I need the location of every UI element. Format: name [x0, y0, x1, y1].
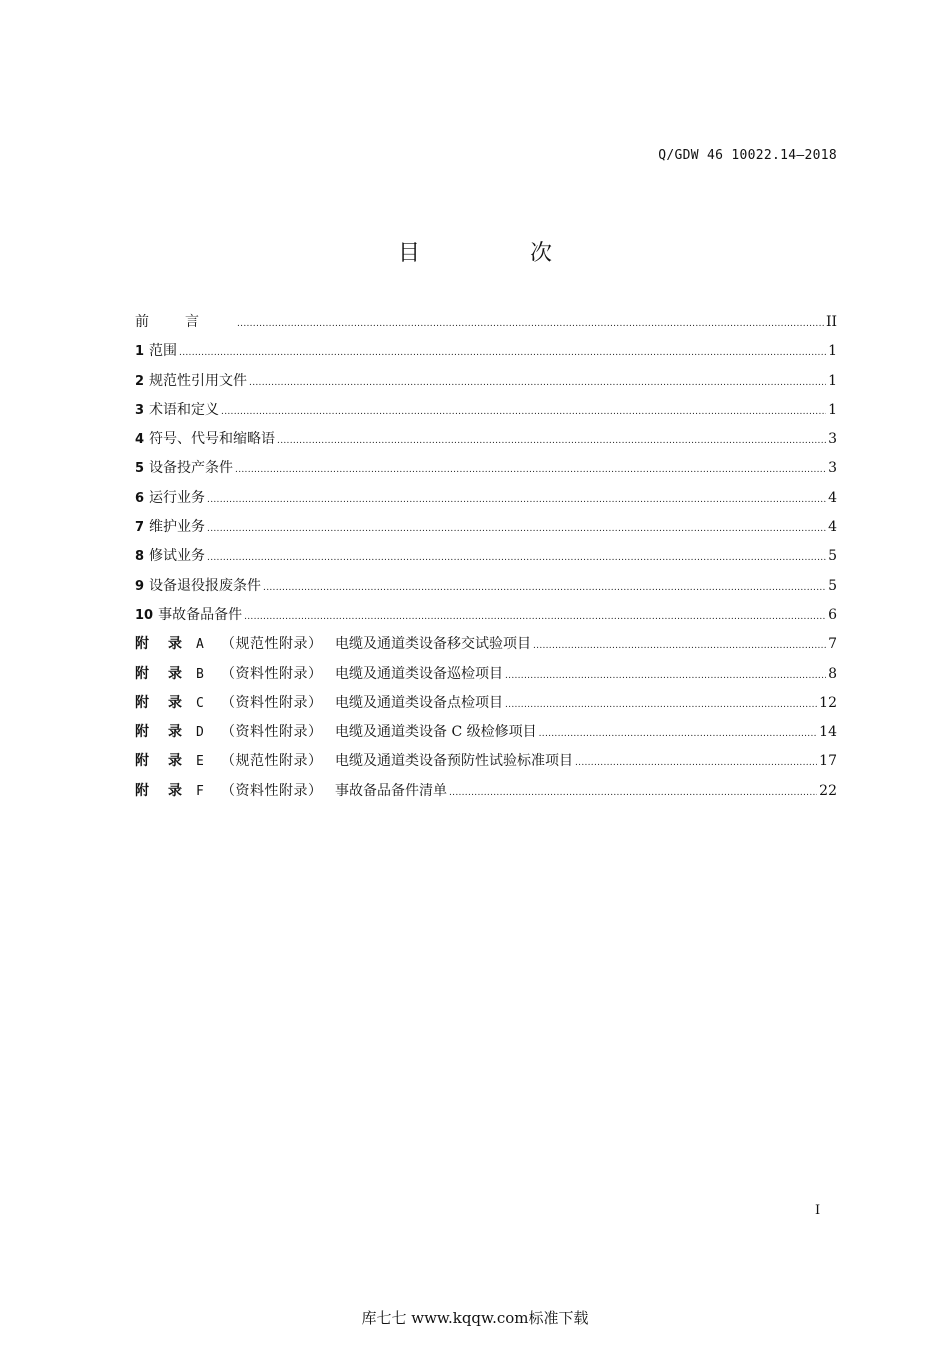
toc-title-text: 维护业务 — [149, 519, 206, 536]
appendix-letter: F — [196, 783, 204, 799]
toc-page: 1 — [828, 372, 837, 389]
toc-number: 9 — [135, 578, 145, 594]
toc-row-appendix-f[interactable] — [135, 777, 837, 806]
toc-row-9[interactable] — [135, 572, 837, 601]
appendix-word-1: 附 — [135, 694, 149, 711]
toc-title-text: 符号、代号和缩略语 — [149, 431, 276, 448]
dot-leader — [235, 454, 826, 483]
dot-leader — [207, 484, 826, 513]
appendix-type: （规范性附录） — [221, 753, 323, 770]
appendix-word-2: 录 — [168, 665, 182, 682]
dot-leader — [221, 396, 826, 425]
dot-leader — [207, 513, 826, 542]
appendix-word-2: 录 — [168, 753, 182, 770]
toc-page: 4 — [828, 489, 837, 506]
toc-page: 14 — [819, 724, 837, 741]
appendix-label — [135, 689, 221, 718]
toc-title-text: 规范性引用文件 — [149, 372, 248, 389]
toc-row-preface[interactable] — [135, 308, 837, 337]
dot-leader — [237, 308, 824, 337]
toc-row-appendix-c[interactable] — [135, 689, 837, 718]
dot-leader — [179, 337, 826, 366]
dot-leader — [277, 425, 826, 454]
toc-number: 7 — [135, 520, 145, 536]
page-number: I — [815, 1203, 821, 1218]
appendix-label — [135, 747, 221, 776]
toc-title-text: 设备退役报废条件 — [149, 577, 262, 594]
toc-number: 10 — [135, 607, 154, 623]
appendix-word-2: 录 — [168, 782, 182, 799]
toc-number: 6 — [135, 490, 145, 506]
toc-title: 目 次 — [397, 241, 596, 266]
toc-page: 4 — [828, 519, 837, 536]
dot-leader — [505, 689, 817, 718]
appendix-type: （资料性附录） — [221, 724, 323, 741]
toc-page: 22 — [819, 782, 837, 799]
toc-number: 1 — [135, 344, 145, 360]
appendix-label — [135, 660, 221, 689]
toc-page: 1 — [828, 343, 837, 360]
appendix-word-1: 附 — [135, 724, 149, 741]
appendix-label — [135, 630, 221, 659]
appendix-word-1: 附 — [135, 782, 149, 799]
appendix-label — [135, 777, 221, 806]
toc-page: 6 — [828, 606, 837, 623]
dot-leader — [207, 542, 826, 571]
toc-row-appendix-e[interactable] — [135, 747, 837, 776]
toc-title-text: 设备投产条件 — [149, 460, 234, 477]
dot-leader — [449, 777, 817, 806]
toc-title-text: 修试业务 — [149, 548, 206, 565]
toc-number: 3 — [135, 402, 145, 418]
toc-row-7[interactable] — [135, 513, 837, 542]
toc-page: 8 — [828, 665, 837, 682]
appendix-letter: A — [196, 637, 204, 653]
toc-page: 5 — [828, 577, 837, 594]
dot-leader — [249, 367, 826, 396]
appendix-type: （规范性附录） — [221, 636, 323, 653]
toc-row-8[interactable] — [135, 542, 837, 571]
standard-code: Q/GDW 46 10022.14—2018 — [658, 148, 837, 163]
appendix-letter: D — [196, 725, 204, 741]
toc-number: 4 — [135, 432, 145, 448]
dot-leader — [505, 660, 826, 689]
appendix-word-1: 附 — [135, 665, 149, 682]
appendix-letter: B — [196, 666, 204, 682]
toc-page: II — [825, 314, 837, 330]
toc-row-6[interactable] — [135, 484, 837, 513]
toc-row-appendix-b[interactable] — [135, 660, 837, 689]
toc-title-text: 运行业务 — [149, 489, 206, 506]
appendix-label — [135, 718, 221, 747]
appendix-letter: E — [196, 754, 204, 770]
toc-title-text: 事故备品备件清单 — [335, 782, 447, 799]
toc-page: 12 — [819, 694, 837, 711]
toc-page: 7 — [828, 636, 837, 653]
toc-title-text: 电缆及通道类设备巡检项目 — [335, 665, 503, 682]
toc-row-3[interactable] — [135, 396, 837, 425]
toc-row-5[interactable] — [135, 454, 837, 483]
dot-leader — [539, 718, 818, 747]
toc-number: 2 — [135, 373, 145, 389]
dot-leader — [575, 747, 817, 776]
toc-row-appendix-a[interactable] — [135, 630, 837, 659]
toc-title-text: 电缆及通道类设备移交试验项目 — [335, 636, 531, 653]
toc-page: 3 — [828, 431, 837, 448]
appendix-word-2: 录 — [168, 636, 182, 653]
toc-title-text: 电缆及通道类设备 C 级检修项目 — [335, 724, 537, 741]
dot-leader — [533, 630, 826, 659]
toc-title-text: 事故备品备件 — [158, 606, 243, 623]
appendix-type: （资料性附录） — [221, 694, 323, 711]
appendix-word-1: 附 — [135, 636, 149, 653]
dot-leader — [263, 572, 826, 601]
toc-row-10[interactable] — [135, 601, 837, 630]
toc-title-text: 电缆及通道类设备点检项目 — [335, 694, 503, 711]
toc-page: 3 — [828, 460, 837, 477]
appendix-word-2: 录 — [168, 724, 182, 741]
toc-title-text: 术语和定义 — [149, 401, 220, 418]
toc-row-2[interactable] — [135, 367, 837, 396]
toc-page: 1 — [828, 401, 837, 418]
toc-title-text: 电缆及通道类设备预防性试验标准项目 — [335, 753, 573, 770]
toc-row-1[interactable] — [135, 337, 837, 366]
appendix-word-1: 附 — [135, 753, 149, 770]
toc-page: 17 — [819, 753, 837, 770]
table-of-contents — [135, 308, 837, 806]
appendix-type: （资料性附录） — [221, 665, 323, 682]
toc-number: 8 — [135, 549, 145, 565]
toc-number: 5 — [135, 461, 145, 477]
appendix-type: （资料性附录） — [221, 782, 323, 799]
appendix-letter: C — [196, 695, 204, 711]
toc-preface-label: 前言 — [135, 314, 235, 330]
appendix-word-2: 录 — [168, 694, 182, 711]
toc-page: 5 — [828, 548, 837, 565]
dot-leader — [244, 601, 826, 630]
toc-row-4[interactable] — [135, 425, 837, 454]
toc-title-text: 范围 — [149, 343, 178, 360]
toc-row-appendix-d[interactable] — [135, 718, 837, 747]
footer-text: 库七七 www.kqqw.com标准下载 — [361, 1309, 589, 1327]
